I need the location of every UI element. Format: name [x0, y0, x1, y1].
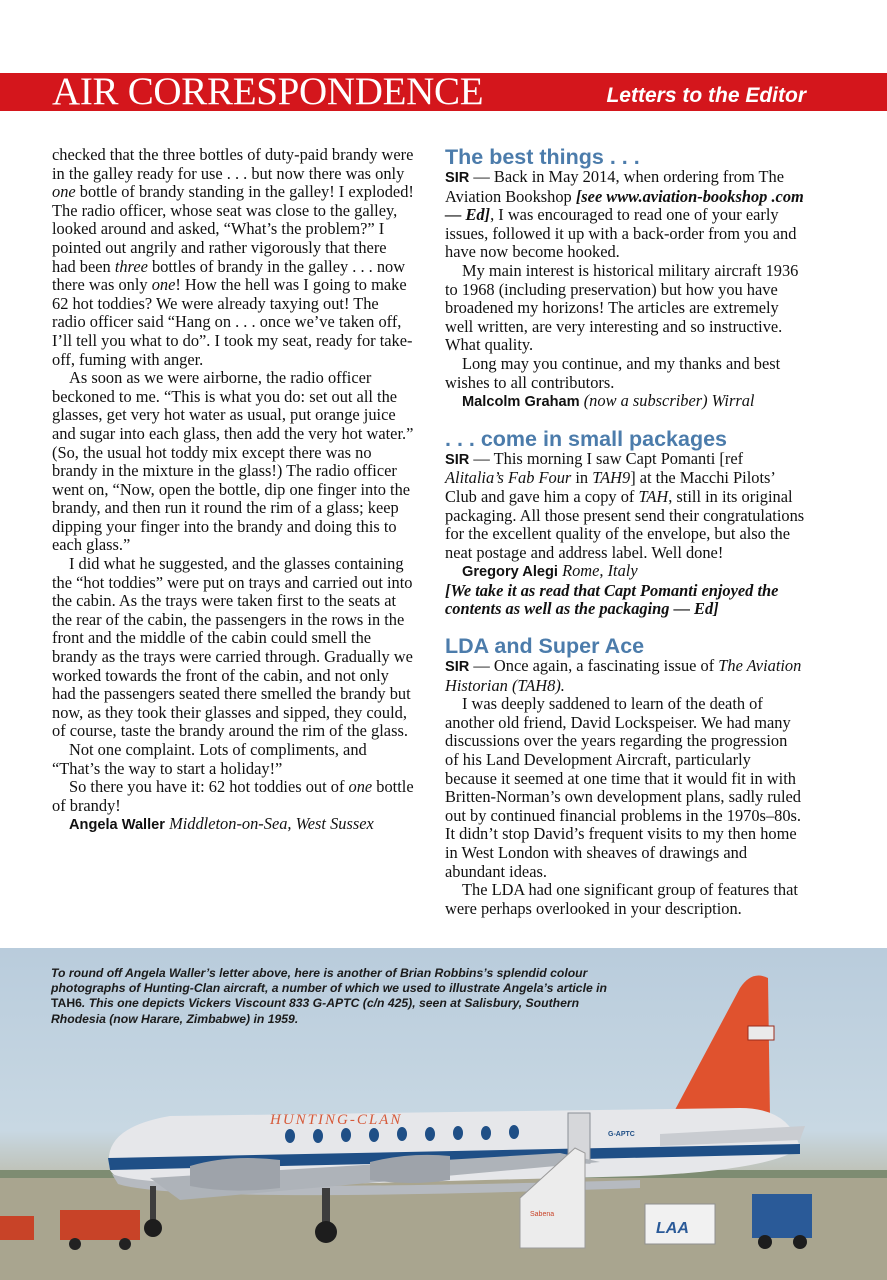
right-column — [445, 146, 805, 918]
wheel — [69, 1238, 81, 1250]
wheel — [793, 1235, 807, 1249]
fuselage-title: HUNTING-CLAN — [270, 1112, 403, 1128]
editor-note: [We take it as read that Capt Pomanti enjoyed the contents as well as the packaging — Ed] — [445, 580, 779, 619]
letter-paragraph: Long may you continue, and my thanks and best wishes to all contributors. — [445, 353, 781, 392]
signature-gregory-alegi: Gregory Alegi Rome, Italy — [462, 561, 638, 581]
left-paragraph-4: Not one complaint. Lots of compliments, and “That’s the way to start a holiday!” — [52, 740, 367, 778]
steps-label: Sabena — [530, 1211, 555, 1218]
tail-flag — [748, 1026, 774, 1040]
wheel — [315, 1221, 337, 1243]
baggage-cart-red — [60, 1210, 140, 1240]
left-paragraph-1: checked that the three bottles of duty-paid brandy were in the galley ready for use . . . but now there was only one bottle of brandy standing in the galley! I exploded! The radio officer, whose seat was close to the galley, looked around and asked, “What’s the problem?” I pointed out angrily and rather vigorously that there had been three bottles of brandy in the galley . . . now there was only one! How the hell was I going to make 62 hot toddies? We were already taxying out! The radio officer said “Hang on . . . once we’ve taken off, I’ll tell you what to do”. I took my seat, ready for take-off, fuming with anger. — [52, 145, 414, 369]
registration-mark: G-APTC — [608, 1131, 635, 1138]
section-title: AIR CORRESPONDENCE — [52, 70, 484, 113]
wheel — [758, 1235, 772, 1249]
aircraft-photo — [0, 948, 887, 1280]
wheel — [144, 1219, 162, 1237]
tug-vehicle — [752, 1194, 812, 1238]
letter-paragraph: I was deeply saddened to learn of the death of another old friend, David Lockspeiser. We had many discussions over the years regarding the progression of his Land Development Aircraft, particularly because it seemed at one time that it would fit in with Britten-Norman’s own development plans, sadly ruled out by continued financial problems in the 1970s–80s. It didn’t stop David’s frequent visits to my then home in West London with sheaves of drawings and abundant ideas. — [445, 694, 801, 881]
baggage-cart-small — [0, 1216, 34, 1240]
letter-paragraph: My main interest is historical military aircraft 1936 to 1968 (including preservation) but how you have broadened my horizons! The articles are extremely well written, are very interesting and so instructive. What quality. — [445, 260, 799, 355]
left-paragraph-2: As soon as we were airborne, the radio officer beckoned to me. “This is what you do: set out all the glasses, get very hot water as usual, put orange juice and sugar into each glass, then add the very hot water.” (So, the usual hot toddy mix except there was no brandy in the mixture in the glass!) The radio officer went on, “Now, open the bottle, dip one finger into the brandy, and then run it round the rim of a glass; keep dipping your finger into the brandy and doing this to each glass.” — [52, 368, 414, 555]
left-column — [52, 146, 414, 835]
nose-gear — [150, 1186, 156, 1224]
letter-heading: . . . come in small packages — [445, 426, 728, 451]
section-banner — [0, 70, 887, 113]
letter-best-things — [445, 146, 805, 412]
photo-caption: To round off Angela Waller’s letter above, here is another of Brian Robbins’s splendid colour photographs of Hunting-Clan aircraft, a number of which we used to illustrate Angela’s article in TAH6. This one depicts Vickers Viscount 833 G-APTC (c/n 425), seen at Salisbury, Southern Rhodesia (now Harare, Zimbabwe) in 1959. — [51, 966, 607, 1026]
letter-heading: LDA and Super Ace — [445, 634, 645, 659]
letter-small-packages — [445, 428, 805, 619]
letter-paragraph: The LDA had one significant group of features that were perhaps overlooked in your description. — [445, 880, 798, 918]
signature-malcolm-graham: Malcolm Graham (now a subscriber) Wirral — [462, 391, 755, 411]
wheel — [119, 1238, 131, 1250]
letter-lda-super-ace — [445, 635, 805, 918]
letter-heading: The best things . . . — [445, 145, 640, 169]
section-subtitle: Letters to the Editor — [606, 84, 806, 107]
engine-nacelle — [190, 1158, 280, 1191]
left-paragraph-5: So there you have it: 62 hot toddies out of one bottle of brandy! — [52, 777, 414, 815]
letter-paragraph: SIR — Back in May 2014, when ordering from The Aviation Bookshop [see www.aviation-bookshop .com — Ed], I was encouraged to read one of your early issues, followed it up with a back-order from you and have now become hooked. — [445, 167, 804, 262]
letter-paragraph: SIR — Once again, a fascinating issue of The Aviation Historian (TAH8). — [445, 656, 802, 695]
left-paragraph-3: I did what he suggested, and the glasses containing the “hot toddies” were put on trays and carried out into the cabin. As the trays were taken first to the seats at the rear of the cabin, the passengers in the rows in the front and the middle of the cabin could smell the brandy as the trays were carried through. Gradually we worked towards the front of the cabin, and not only had the passengers seated there smelled the brandy but now, as they took their glasses and sipped, they could, of course, taste the brandy around the rim of the glass. — [52, 554, 413, 741]
cart-label: LAA — [656, 1220, 689, 1237]
signature-angela-waller: Angela Waller Middleton-on-Sea, West Sussex — [69, 814, 374, 834]
letter-paragraph: SIR — This morning I saw Capt Pomanti [ref Alitalia’s Fab Four in TAH9] at the Macchi Pilots’ Club and gave him a copy of TAH, still in its original packaging. All those present send their congratulations for the excellent quality of the envelope, but also the neat postage and address label. Well done! — [445, 448, 805, 562]
